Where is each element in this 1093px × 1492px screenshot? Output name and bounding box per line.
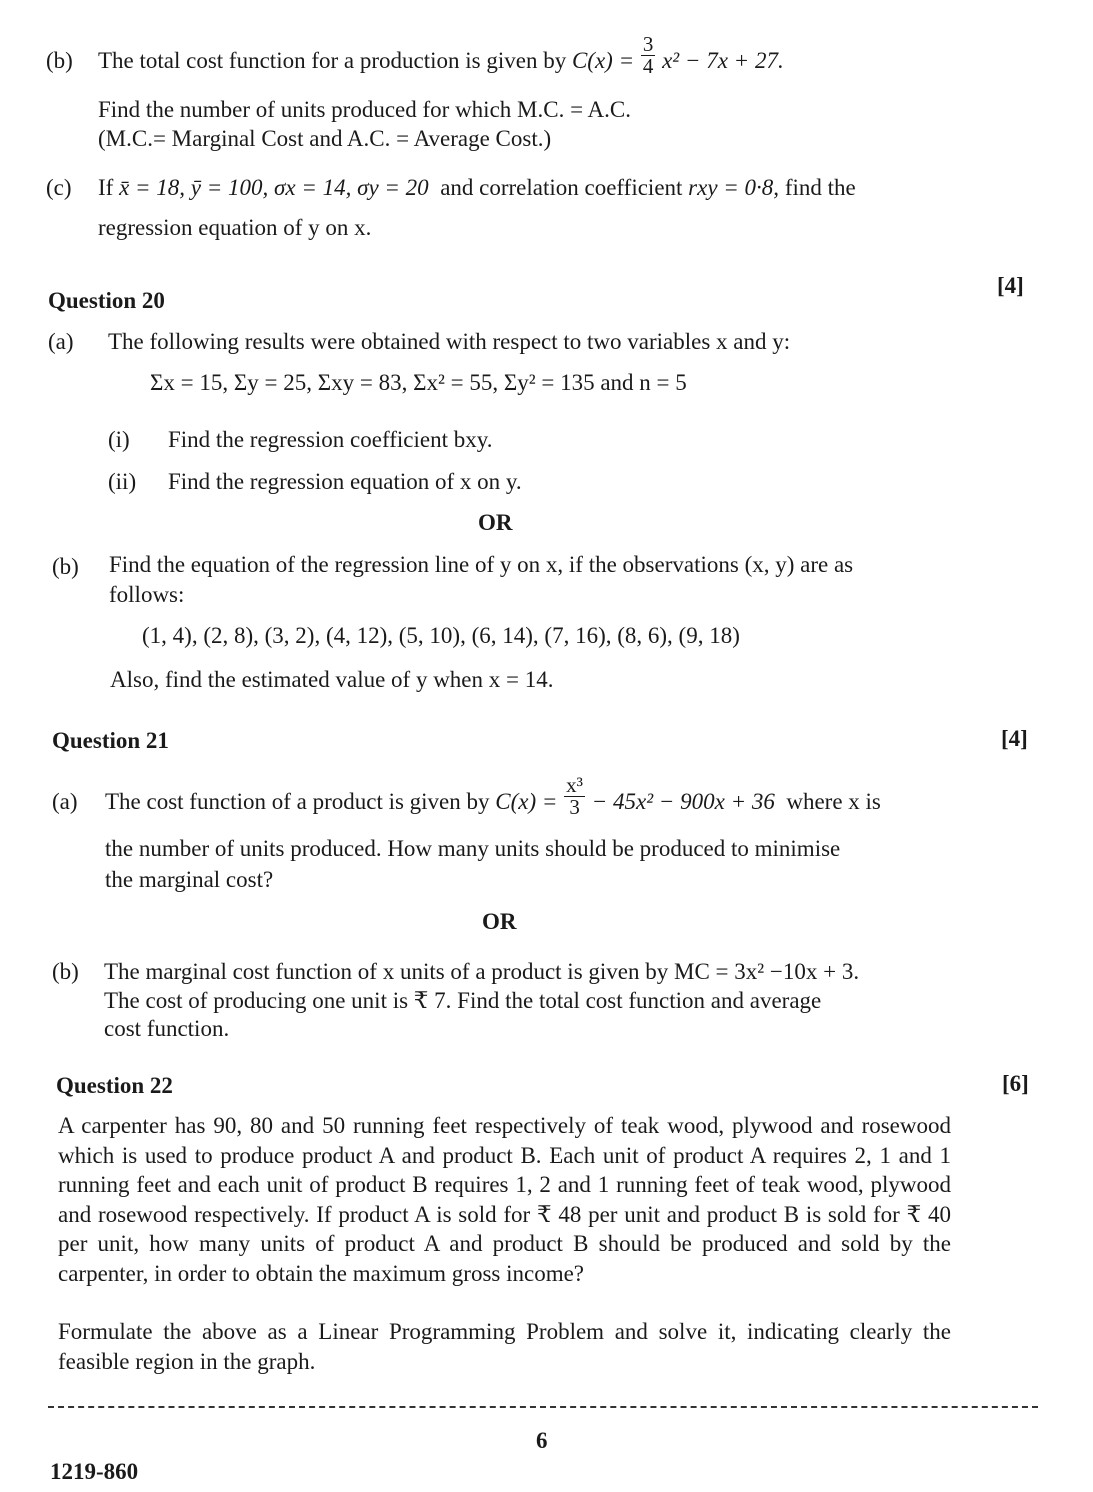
q22-paragraph: A carpenter has 90, 80 and 50 running feet respectively of teak wood, plywood and rosewood which is used to produce product A and product B. Each unit of product A requires 2, 1 and 1 running feet and each unit of product B requires 1, 2 and 1 running feet of teak wood, plywood and rosewood respectively. If product A is sold for ₹ 48 per unit and product B is sold for ₹ 40 per unit, how many units of product A and product B should be produced and sold by the carpenter, in order to obtain the maximum gross income? — [58, 1113, 951, 1286]
q22-title: Question 22 — [56, 1073, 173, 1098]
q20b-points: (1, 4), (2, 8), (3, 2), (4, 12), (5, 10), (6, 14), (7, 16), (8, 6), (9, 18) — [142, 623, 740, 648]
q21a-line1 — [105, 773, 881, 820]
q19b-formula-lhs: C(x) = — [571, 48, 635, 73]
q21a-formula-lhs: C(x) = — [495, 789, 558, 814]
q20a-ii-text: Find the regression equation of x on y. — [168, 469, 522, 494]
q19c-line2: regression equation of y on x. — [98, 215, 372, 240]
page-number: 6 — [536, 1428, 548, 1453]
q19c-mid: and correlation coefficient — [440, 175, 683, 200]
q19c-end: find the — [784, 175, 856, 200]
q20a-ii-label: (ii) — [108, 469, 137, 494]
q21-or: OR — [482, 909, 517, 934]
q21a-fraction — [564, 775, 585, 818]
q19b-line1-text: The total cost function for a production is given by — [98, 48, 567, 73]
q20-or: OR — [478, 510, 513, 535]
q19b-line3: (M.C.= Marginal Cost and A.C. = Average Cost.) — [98, 126, 552, 151]
q21a-frac-num: x³ — [566, 773, 583, 798]
q20b-line1: Find the equation of the regression line of y on x, if the observations (x, y) are as — [109, 552, 854, 577]
q19c-rxy: rxy = 0·8, — [688, 175, 780, 200]
q19c-line1 — [98, 174, 856, 203]
q19c-stats: x̄ = 18, ȳ = 100, σx = 14, σy = 20 — [119, 175, 429, 200]
q19c-label: (c) — [46, 175, 72, 200]
q20-title: Question 20 — [48, 288, 165, 313]
q20b-line4: Also, find the estimated value of y when x = 14. — [110, 667, 554, 692]
q21-marks: [4] — [1001, 726, 1028, 751]
q20b-line2: follows: — [109, 582, 185, 607]
q21a-frac-den: 3 — [569, 795, 580, 820]
footer-divider — [48, 1406, 1038, 1408]
q19c-prefix: If — [98, 175, 114, 200]
q20a-i-text: Find the regression coefficient bxy. — [168, 427, 493, 452]
q22-marks: [6] — [1002, 1071, 1029, 1096]
q20a-text: The following results were obtained with respect to two variables x and y: — [108, 329, 791, 354]
q21a-formula-rest: − 45x² − 900x + 36 — [591, 789, 775, 814]
q20-marks: [4] — [997, 273, 1024, 298]
q19b-line2: Find the number of units produced for which M.C. = A.C. — [98, 97, 631, 122]
q21b-line2: The cost of producing one unit is ₹ 7. Find the total cost function and average — [104, 988, 822, 1013]
q20a-i-label: (i) — [108, 427, 130, 452]
q19b-fraction — [641, 34, 656, 77]
q19b-label: (b) — [46, 48, 73, 73]
q19b-frac-num: 3 — [642, 32, 654, 57]
q21-title: Question 21 — [52, 728, 169, 753]
q19b-line1 — [98, 32, 784, 79]
q21a-line1-end: where x is — [786, 789, 881, 814]
q21b-label: (b) — [52, 959, 79, 984]
q21a-label: (a) — [52, 789, 78, 814]
q19b-frac-den: 4 — [642, 54, 654, 79]
q20a-label: (a) — [48, 329, 74, 354]
q19b-formula-rest: x² − 7x + 27. — [662, 48, 784, 73]
q21a-line1-text: The cost function of a product is given by — [105, 789, 490, 814]
q22-paragraph2: Formulate the above as a Linear Programming Problem and solve it, indicating clearly the feasible region in the graph. — [58, 1319, 951, 1374]
q21b-line1: The marginal cost function of x units of a product is given by MC = 3x² −10x + 3. — [104, 959, 860, 984]
q21a-line3: the marginal cost? — [105, 867, 274, 892]
paper-code: 1219-860 — [50, 1459, 139, 1484]
q21a-line2: the number of units produced. How many units should be produced to minimise — [105, 836, 841, 861]
q20a-sums: Σx = 15, Σy = 25, Σxy = 83, Σx² = 55, Σy² = 135 and n = 5 — [150, 370, 687, 395]
q20b-label: (b) — [52, 554, 79, 579]
q21b-line3: cost function. — [104, 1016, 230, 1041]
